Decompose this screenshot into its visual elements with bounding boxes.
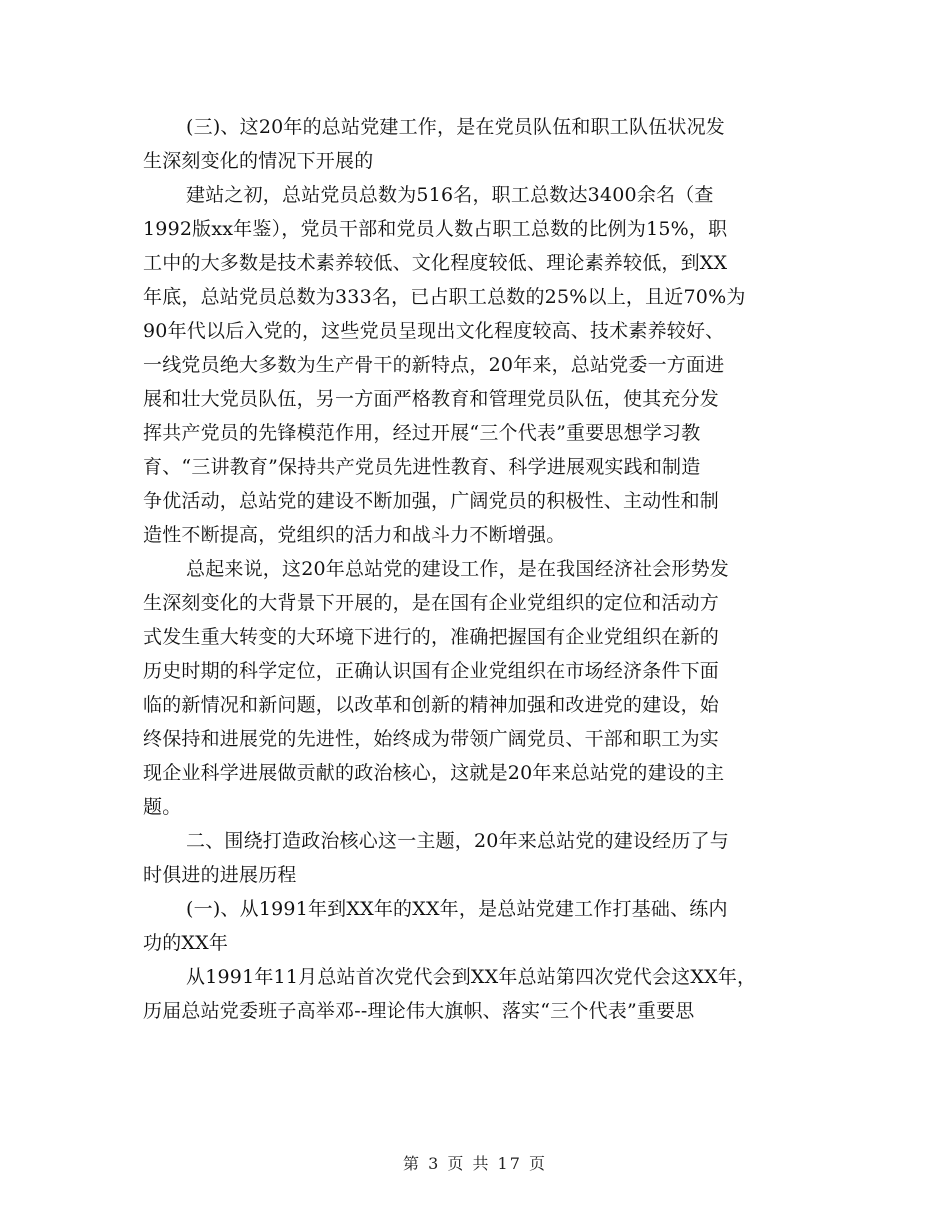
paragraph-section-heading-3: [143, 110, 808, 178]
paragraph-subsection-heading-1: [143, 892, 808, 960]
paragraph-line: (一)、从1991年到XX年的XX年，是总站党建工作打基础、练内: [186, 898, 728, 920]
paragraph-line: (三)、这20年的总站党建工作，是在党员队伍和职工队伍状况发: [186, 116, 726, 138]
paragraph-line: 建站之初，总站党员总数为516名，职工总数达3400余名（查: [186, 184, 714, 206]
paragraph-line: 二、围绕打造政治核心这一主题，20年来总站党的建设经历了与: [186, 830, 729, 852]
paragraph-line: 育、“三讲教育”保持共产党员先进性教育、科学进展观实践和制造: [143, 456, 701, 478]
paragraph-line: 临的新情况和新问题，以改革和创新的精神加强和改进党的建设，始: [143, 694, 720, 716]
paragraph-line: 总起来说，这20年总站党的建设工作，是在我国经济社会形势发: [186, 558, 729, 580]
paragraph-line: 终保持和进展党的先进性，始终成为带领广阔党员、干部和职工为实: [143, 728, 720, 750]
paragraph-line: 工中的大多数是技术素养较低、文化程度较低、理论素养较低，到XX: [143, 252, 728, 274]
paragraph-line: 争优活动，总站党的建设不断加强，广阔党员的积极性、主动性和制: [143, 490, 720, 512]
paragraph-line: 挥共产党员的先锋模范作用，经过开展“三个代表”重要思想学习教: [143, 422, 701, 444]
document-body: [143, 110, 808, 1028]
paragraph-first-congress: [143, 960, 808, 1028]
paragraph-line: 题。: [143, 796, 182, 818]
paragraph-line: 时俱进的进展历程: [143, 864, 297, 886]
paragraph-line: 年底，总站党员总数为333名，已占职工总数的25%以上，且近70%为: [143, 286, 746, 308]
paragraph-line: 生深刻变化的大背景下开展的，是在国有企业党组织的定位和活动方: [143, 592, 720, 614]
paragraph-line: 生深刻变化的情况下开展的: [143, 150, 374, 172]
paragraph-line: 造性不断提高，党组织的活力和战斗力不断增强。: [143, 524, 566, 546]
paragraph-line: 历届总站党委班子高举邓--理论伟大旗帜、落实“三个代表”重要思: [143, 1000, 695, 1022]
paragraph-section-heading-2: [143, 824, 808, 892]
paragraph-line: 历史时期的科学定位，正确认识国有企业党组织在市场经济条件下面: [143, 660, 720, 682]
paragraph-line: 从1991年11月总站首次党代会到XX年总站第四次党代会这XX年，: [186, 966, 757, 988]
paragraph-line: 1992版xx年鉴），党员干部和党员人数占职工总数的比例为15%，职: [143, 218, 728, 240]
paragraph-line: 展和壮大党员队伍，另一方面严格教育和管理党员队伍，使其充分发: [143, 388, 720, 410]
paragraph-party-members: [143, 178, 808, 552]
paragraph-summary: [143, 552, 808, 824]
paragraph-line: 现企业科学进展做贡献的政治核心，这就是20年来总站党的建设的主: [143, 762, 725, 784]
paragraph-line: 式发生重大转变的大环境下进行的，准确把握国有企业党组织在新的: [143, 626, 720, 648]
page-number-footer: 第 3 页 共 17 页: [403, 1154, 547, 1173]
paragraph-line: 90年代以后入党的，这些党员呈现出文化程度较高、技术素养较好、: [143, 320, 725, 342]
paragraph-line: 功的XX年: [143, 932, 229, 954]
paragraph-line: 一线党员绝大多数为生产骨干的新特点，20年来，总站党委一方面进: [143, 354, 725, 376]
